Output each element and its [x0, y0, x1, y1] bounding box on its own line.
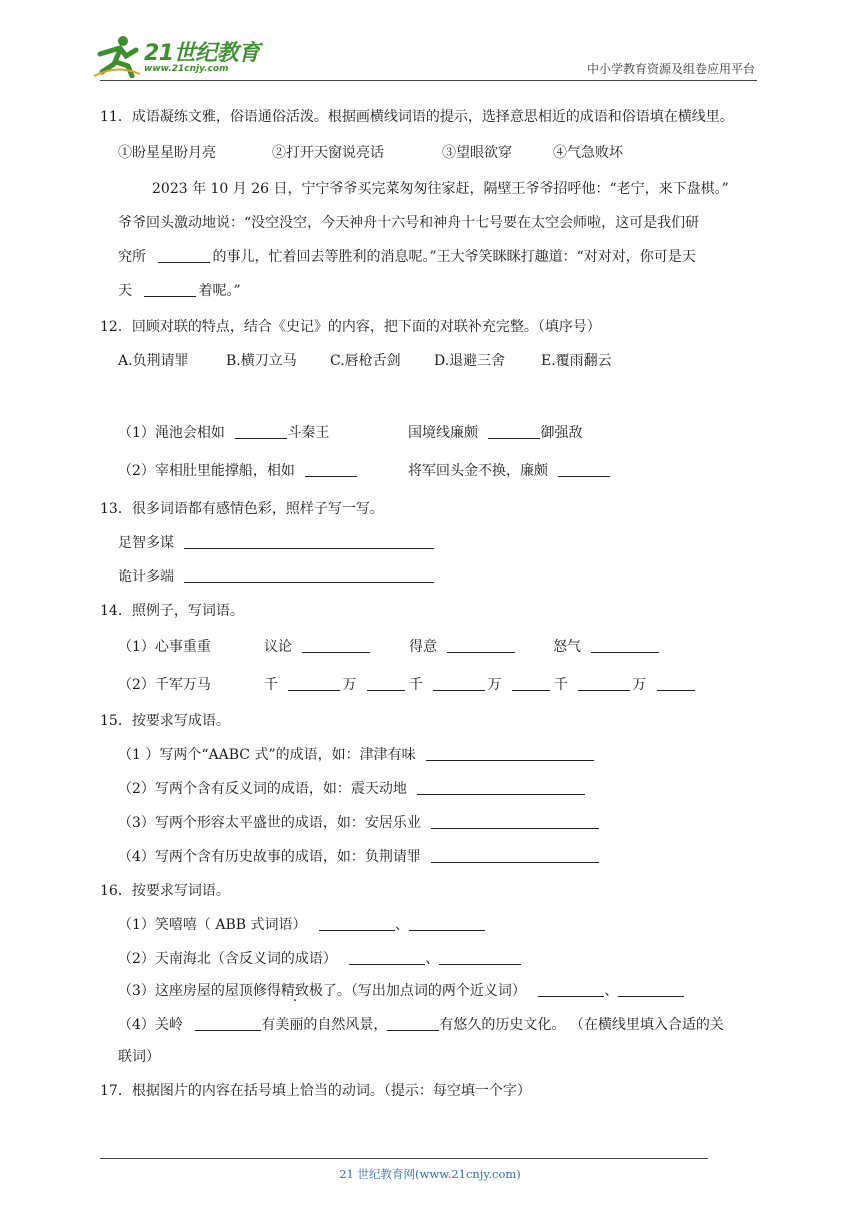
q14-char-wan-2: 万 — [487, 677, 502, 693]
q14-blank-r2-4[interactable] — [512, 676, 550, 691]
q11-p3-start: 究所 — [118, 249, 146, 265]
q15-blank-2[interactable] — [417, 780, 585, 795]
q16-item-4-continued: 联词） — [118, 1049, 160, 1065]
q12-stem: 12．回顾对联的特点，结合《史记》的内容，把下面的对联补充完整。（填序号） — [100, 319, 601, 335]
q16-dotted-word: 精致 — [280, 983, 309, 999]
q12-blank-4[interactable] — [558, 462, 610, 477]
logo-text: 21世纪教育 — [144, 41, 260, 66]
q12-blank-2[interactable] — [488, 424, 540, 439]
q12-couplet-2-left — [118, 460, 357, 480]
q16-item-1 — [118, 914, 485, 934]
q11-p3-end: 的事儿，忙着回去等胜利的消息呢。”王大爷笑眯眯打趣道：“对对对，你可是天 — [212, 249, 696, 265]
q15-blank-3[interactable] — [431, 814, 599, 829]
q11-passage-line-2: 爷爷回头激动地说：“没空没空，今天神舟十六号和神舟十七号要在太空会师啦，这可是我们研 — [118, 215, 700, 231]
q12-option-b: B.横刀立马 — [226, 353, 297, 369]
q13-blank-1[interactable] — [184, 534, 434, 549]
q16-sep-1: 、 — [394, 917, 409, 933]
q14-blank-r2-2[interactable] — [367, 676, 405, 691]
q14-blank-nuqi[interactable] — [591, 638, 659, 653]
q14-char-qian-1: 千 — [264, 677, 278, 693]
q16-blank-4b[interactable] — [387, 1016, 439, 1031]
q11-option-2: ②打开天窗说亮话 — [272, 145, 384, 161]
q11-passage-line-4 — [118, 280, 241, 300]
q15-item-2 — [118, 778, 585, 798]
q14-item-yilun — [264, 636, 370, 656]
q16-item-2 — [118, 948, 521, 968]
q12-option-c: C.唇枪舌剑 — [330, 353, 401, 369]
q15-item-3-text: （3）写两个形容太平盛世的成语，如：安居乐业 — [118, 815, 421, 831]
q12-l1-text-b: 斗秦王 — [287, 425, 330, 441]
logo-url: www.21cnjy.com — [144, 64, 229, 74]
q13-row-2 — [118, 566, 434, 586]
q15-stem: 15．按要求写成语。 — [100, 713, 230, 729]
q16-item-4-text-c: 有悠久的历史文化。 （在横线里填入合适的关 — [439, 1017, 724, 1033]
q14-blank-deyi[interactable] — [447, 638, 515, 653]
q16-item-3-text-b: 极了。（写出加点词的两个近义词） — [308, 983, 526, 999]
q12-option-a: A.负荆请罪 — [118, 353, 189, 369]
q14-item-deyi — [409, 636, 515, 656]
q12-option-e: E.覆雨翻云 — [541, 353, 612, 369]
q11-p4-end: 着呢。” — [198, 283, 241, 299]
q16-blank-1a[interactable] — [319, 916, 395, 931]
q14-row-2-blanks — [264, 674, 695, 694]
q12-couplet-2-right — [408, 460, 610, 480]
q15-item-1-text: （1 ）写两个“AABC 式”的成语，如：津津有味 — [118, 747, 416, 763]
q14-char-qian-3: 千 — [553, 677, 568, 693]
q15-item-4-text: （4）写两个含有历史故事的成语，如：负荆请罪 — [118, 849, 421, 865]
q14-label-nuqi: 怒气 — [553, 639, 581, 655]
q11-passage-line-1: 2023 年 10 月 26 日，宁宁爷爷买完菜匆匆往家赶，隔壁王爷爷招呼他：“老宁，来下盘棋。” — [152, 181, 729, 197]
q11-p4-start: 天 — [118, 283, 132, 299]
q15-item-4 — [118, 846, 599, 866]
q11-stem: 11．成语凝练文雅，俗语通俗活泼。根据画横线词语的提示，选择意思相近的成语和俗语填在横线里。 — [100, 109, 734, 125]
q12-blank-3[interactable] — [305, 462, 357, 477]
q13-stem: 13．很多词语都有感情色彩，照样子写一写。 — [100, 501, 384, 517]
q14-label-yilun: 议论 — [264, 639, 292, 655]
q16-blank-4a[interactable] — [195, 1016, 261, 1031]
q16-item-4-text-b: 有美丽的自然风景， — [261, 1017, 388, 1033]
q15-item-1 — [118, 744, 594, 764]
q16-item-2-text: （2）天南海北（含反义词的成语） — [118, 951, 337, 967]
q14-blank-r2-1[interactable] — [288, 676, 340, 691]
q12-couplet-1-left — [118, 422, 329, 442]
q14-char-qian-2: 千 — [408, 677, 423, 693]
q14-char-wan-3: 万 — [632, 677, 647, 693]
q14-blank-r2-3[interactable] — [433, 676, 485, 691]
footer-divider — [100, 1158, 708, 1159]
q14-example-2: （2）千军万马 — [118, 677, 211, 693]
q15-blank-1[interactable] — [426, 746, 594, 761]
q13-row-1 — [118, 532, 434, 552]
q13-word-1: 足智多谋 — [118, 535, 174, 551]
q15-blank-4[interactable] — [431, 848, 599, 863]
q16-item-4-text-a: （4）关岭 — [118, 1017, 183, 1033]
q13-blank-2[interactable] — [184, 568, 434, 583]
runner-logo-icon — [92, 34, 142, 78]
site-logo — [92, 34, 262, 80]
q16-sep-2: 、 — [425, 951, 440, 967]
q11-option-4: ④气急败坏 — [553, 145, 623, 161]
header-platform-text: 中小学教育资源及组卷应用平台 — [586, 62, 755, 76]
q16-item-3-text-a: （3）这座房屋的屋顶修得 — [118, 983, 281, 999]
header-divider — [100, 80, 757, 81]
q17-stem: 17．根据图片的内容在括号填上恰当的动词。（提示：每空填一个字） — [100, 1083, 531, 1099]
q14-item-nuqi — [553, 636, 659, 656]
q16-blank-2b[interactable] — [439, 950, 521, 965]
q16-blank-3a[interactable] — [538, 982, 604, 997]
q14-blank-r2-5[interactable] — [578, 676, 630, 691]
q15-item-2-text: （2）写两个含有反义词的成语，如：震天动地 — [118, 781, 407, 797]
q12-couplet-1-right — [408, 422, 582, 442]
q15-item-3 — [118, 812, 599, 832]
q16-blank-2a[interactable] — [349, 950, 425, 965]
q16-blank-1b[interactable] — [409, 916, 485, 931]
q16-sep-3: 、 — [604, 983, 619, 999]
q16-blank-3b[interactable] — [618, 982, 684, 997]
q16-item-3 — [118, 980, 684, 1000]
q11-option-3: ③望眼欲穿 — [442, 145, 512, 161]
q12-option-d: D.退避三舍 — [434, 353, 506, 369]
footer-text: 21 世纪教育网(www.21cnjy.com) — [339, 1167, 521, 1181]
q12-l1-text-a: （1）渑池会相如 — [118, 425, 225, 441]
q14-char-wan-1: 万 — [342, 677, 357, 693]
q11-option-1: ①盼星星盼月亮 — [118, 145, 216, 161]
q11-blank-2[interactable] — [144, 282, 196, 297]
q14-blank-r2-6[interactable] — [657, 676, 695, 691]
q14-blank-yilun[interactable] — [302, 638, 370, 653]
q14-label-deyi: 得意 — [409, 639, 437, 655]
q12-l1-text-d: 御强敌 — [540, 425, 583, 441]
q16-item-1-text: （1）笑嘻嘻（ ABB 式词语） — [118, 917, 307, 933]
q12-l2-text-b: 将军回头金不换，廉颇 — [408, 463, 548, 479]
q12-blank-1[interactable] — [235, 424, 287, 439]
q14-example-1: （1）心事重重 — [118, 639, 211, 655]
q14-stem: 14．照例子，写词语。 — [100, 603, 244, 619]
q12-l1-text-c: 国境线廉颇 — [408, 425, 478, 441]
q11-blank-1[interactable] — [158, 248, 210, 263]
q16-item-4 — [118, 1014, 724, 1034]
q11-passage-line-3 — [118, 246, 696, 266]
q16-stem: 16．按要求写词语。 — [100, 883, 230, 899]
q12-l2-text-a: （2）宰相肚里能撑船，相如 — [118, 463, 295, 479]
q13-word-2: 诡计多端 — [118, 569, 174, 585]
